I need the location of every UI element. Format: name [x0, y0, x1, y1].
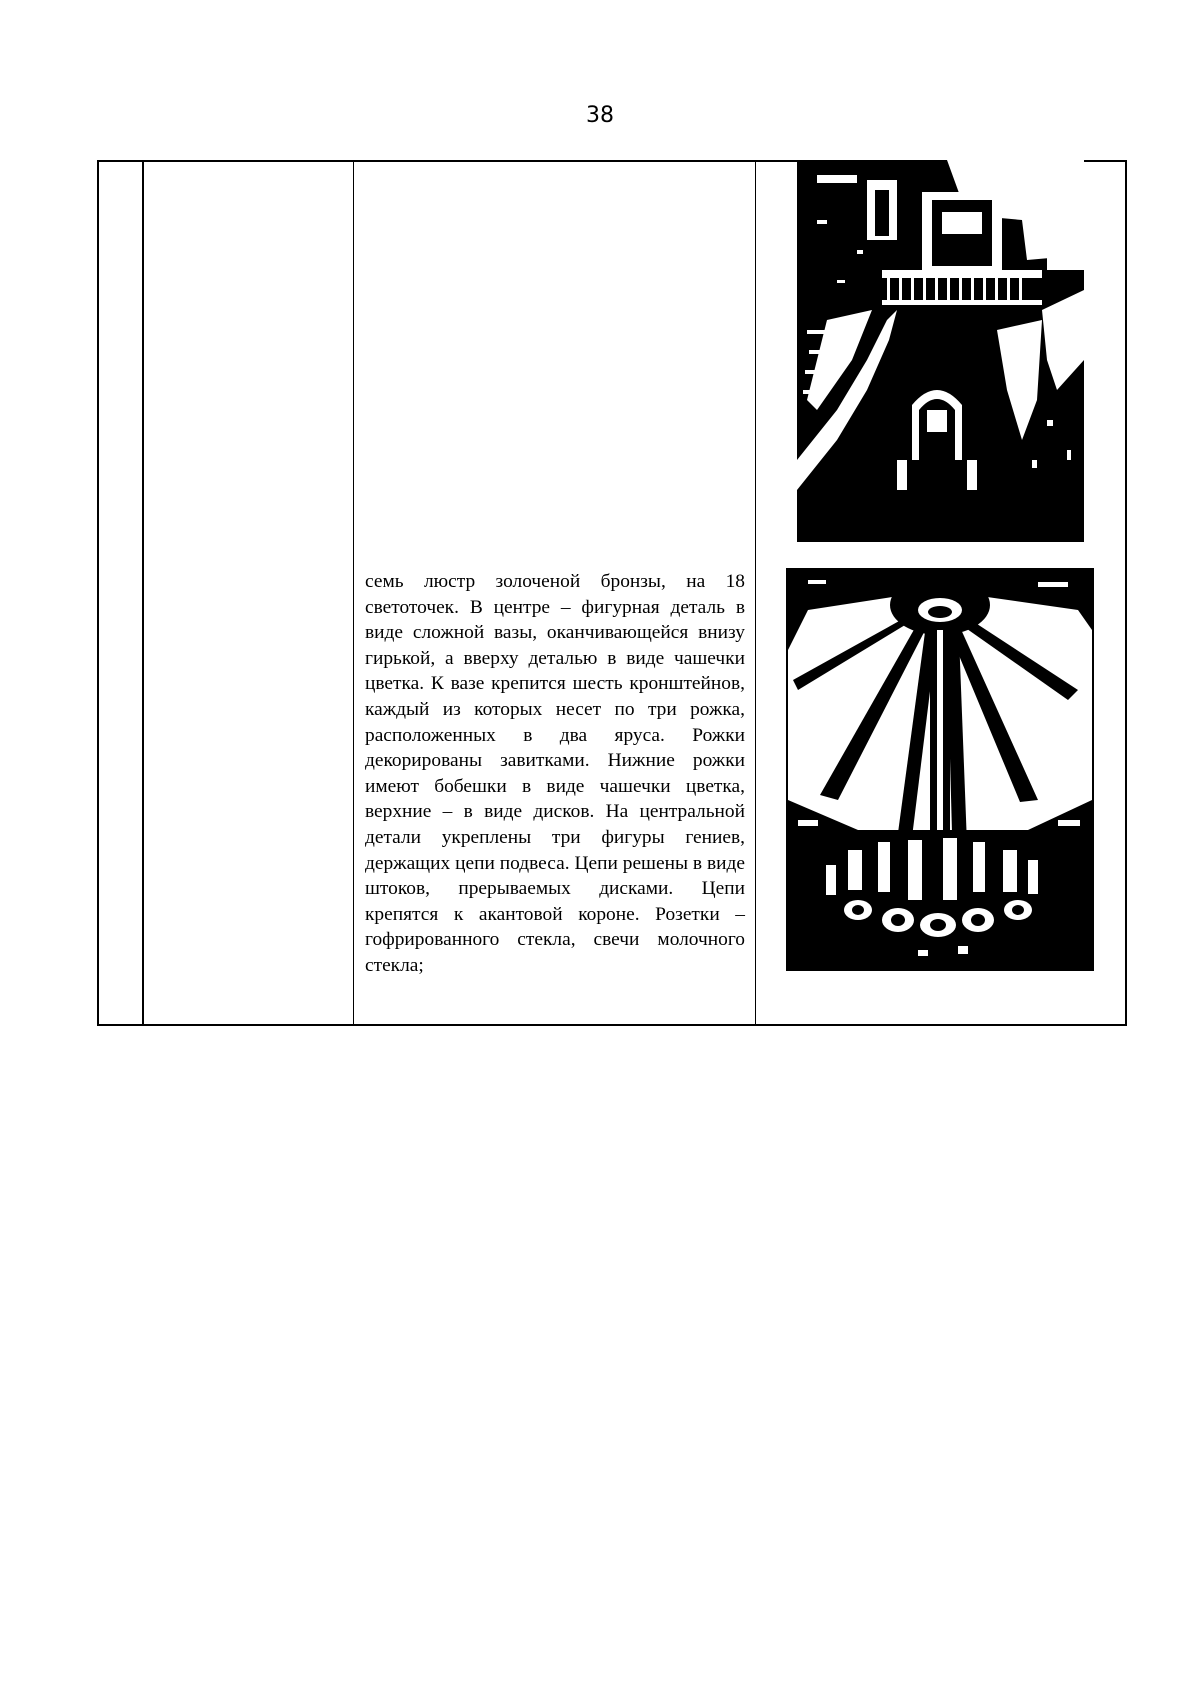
item-description: семь люстр золоченой бронзы, на 18 светоточек. В центре – фигурная деталь в виде сложной вазы, оканчивающейся внизу гирькой, а вверху деталью в виде чашечки цветка. К вазе крепится шесть кронштейнов, каждый из которых несет по три рожка, расположенных в два яруса. Рожки декорированы завитками. Нижние рожки имеют бобешки в виде чашечки цветка, верхние – в виде дисков. На центральной детали укреплены три фигуры гениев, держащих цепи подвеса. Цепи решены в виде штоков, прерываемых дисками. Цепи крепятся к акантовой короне. Розетки – гофрированного стекла, свечи молочного стекла; — [365, 571, 745, 976]
page-number: 38 — [586, 103, 614, 128]
table-column-divider — [353, 160, 354, 1026]
interior-staircase-photo — [797, 160, 1084, 542]
table-column-divider — [142, 160, 144, 1026]
chandelier-photo — [786, 568, 1094, 971]
table-column-divider — [755, 160, 756, 1026]
